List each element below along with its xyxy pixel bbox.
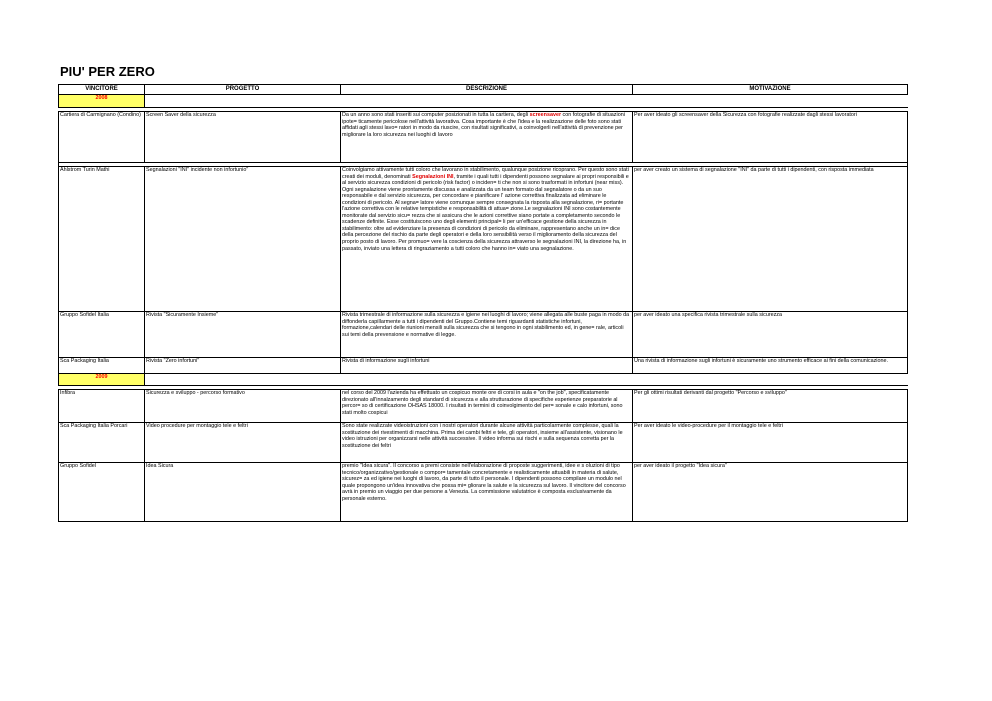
table-row bbox=[59, 312, 908, 358]
motivazione-cell: Per gli ottimi risultati derivanti dal progetto "Percorso e sviluppo" bbox=[633, 390, 908, 423]
progetto-cell: Segnalazioni "INI" incidente non infortunio" bbox=[145, 167, 341, 312]
motivazione-cell: Per aver ideato gli screensaver della Sicurezza con fotografie realizzate dagli stessi lavoratori bbox=[633, 112, 908, 163]
vincitore-cell: Sca Packaging Italia Porcari bbox=[59, 423, 145, 463]
page-title: PIU' PER ZERO bbox=[60, 64, 155, 79]
motivazione-cell: Una rivista di informazione sugli infortuni è sicuramente uno strumento efficace ai fini della comunicazione. bbox=[633, 358, 908, 374]
table-row bbox=[59, 463, 908, 522]
vincitore-cell: Infibra bbox=[59, 390, 145, 423]
progetto-cell: Sicurezza e sviluppo - percorso formativo bbox=[145, 390, 341, 423]
vincitore-cell: Cartiera di Carmignano (Condino) bbox=[59, 112, 145, 163]
motivazione-cell: per aver creato un sistema di segnalazione "INI" da parte di tutti i dipendenti, con risposta immediata bbox=[633, 167, 908, 312]
descrizione-cell: premio "Idea sicura". Il concorso a premi consiste nell'elaborazione di proposte suggerimenti, idee e s oluzioni di tipo tecnico/organizzativo/gestionale o compor= tamentale concretamente e realisticamente attuabili in materia di salute, sicurez= za ed igiene nei luoghi di lavoro, da parte di tutto il personale. I dipendenti possono compilare un modulo nel quale propongono un'idea innovativa che possa mi= gliorare la salute e la sicurezza sul lavoro. Il vincitore del concorso avrà in premio un viaggio per due persone a Venezia. La commissione valutatrice è composta esclusivamente da personale esterno. bbox=[341, 463, 633, 522]
year-row-2009 bbox=[59, 374, 908, 386]
table-row bbox=[59, 112, 908, 163]
descrizione-cell: Rivista di informazione sugli infortuni bbox=[341, 358, 633, 374]
header-row bbox=[59, 85, 908, 95]
vincitore-cell: Gruppo Sofidel Italia bbox=[59, 312, 145, 358]
winners-table bbox=[58, 84, 908, 522]
progetto-cell: Video procedure per montaggio tele e feltri bbox=[145, 423, 341, 463]
motivazione-cell: per aver ideato il progetto "Idea sicura" bbox=[633, 463, 908, 522]
progetto-cell: Screen Saver della sicurezza bbox=[145, 112, 341, 163]
col-header-vincitore: VINCITORE bbox=[59, 85, 145, 95]
table-row bbox=[59, 358, 908, 374]
descrizione-cell: nel corso del 2009 l'azienda ha effettuato un cospicuo monte ore di corsi in aula e "on the job", specificatamente direzionato all'innalzamento degli standard di sicurezza e alla strutturazione di specifiche esperienze preparatorie al percor= so di certificazione OHSAS 18000. I risultati in termini di coinvolgimento del per= sonale e calo infortuni, sono stati molto cospicui bbox=[341, 390, 633, 423]
progetto-cell: Rivista "Zero infortuni" bbox=[145, 358, 341, 374]
col-header-descrizione: DESCRIZIONE bbox=[341, 85, 633, 95]
motivazione-cell: Per aver ideato le video-procedure per il montaggio tele e feltri bbox=[633, 423, 908, 463]
descrizione-cell: Coinvolgiamo attivamente tutti coloro che lavorano in stabilimento, qualunque posizione ricoprano. Per questo sono stati creati dei moduli, denominati Segnalazioni INI, tramite i quali tutti i dipendenti possono segnalare ai propri responsibili e al servizio sicurezza condizioni di pericolo (risk factor) o inciden= ti che non si sono trasformati in infortuni (near miss). Ogni segnalazione viene prontamente discussa e analizzata da un team formato dal segnalatore o da un suo responsabile e dal servizio sicurezza, per concordare e pianificare l' azione correttiva finalizzata ad eliminare le condizioni di pericolo. Al segna= latore viene comunque sempre consegnata la risposta alla segnalazione, ri= portante l'azione correttiva con le relative tempistiche e responsabilità di attua= zione.Le segnalazioni INI sono costantemente monitorate dal servizio sicu= rezza che si assicura che le azioni correttive siano portate a completamento secondo le scadenze definite. Esse costituiscono uno degli elementi principal= li per un'efficace gestione della sicurezza in stabilimento: oltre ad evidenziare la presenza di condizioni di pericolo da eliminare, rappresentano anche un in= dice della percezione del rischio da parte degli operatori e della loro sensibilità verso il miglioramento della sicurezza del proprio posto di lavoro. Per promuo= vere la coscienza della sicurezza attraverso le segnalazioni INI, la direzione ha, in passato, inviato una lettera di ringraziamento a tutti coloro che hanno in= viato una segnalazione. bbox=[341, 167, 633, 312]
highlight-text: Segnalazioni INI bbox=[412, 173, 454, 180]
vincitore-cell: Ahlstrom Turin Mathi bbox=[59, 167, 145, 312]
motivazione-cell: per aver ideato una specifica rivista trimestrale sulla sicurezza bbox=[633, 312, 908, 358]
col-header-motivazione: MOTIVAZIONE bbox=[633, 85, 908, 95]
table-row bbox=[59, 167, 908, 312]
descrizione-cell: Rivista trimestrale di informazione sulla sicurezza e igiene nei luoghi di lavoro; viene allegata alle buste paga in modo da diffonderla capillarmente a tutti i dipendenti del Gruppo.Contiene temi riguardanti statistiche infortuni, formazione,calendari delle riunioni mensili sulla sicurezza che si tengono in ogni stabilimento ed, in gene= rale, articoli sui temi della prevensione e normative di legge. bbox=[341, 312, 633, 358]
col-header-progetto: PROGETTO bbox=[145, 85, 341, 95]
table-row bbox=[59, 390, 908, 423]
year-label: 2008 bbox=[59, 95, 145, 108]
vincitore-cell: Gruppo Sofidel bbox=[59, 463, 145, 522]
highlight-text: screensaver bbox=[529, 112, 562, 118]
descrizione-cell: Sono state realizzate videoistruzioni con i nostri operatori durante alcune attività particolarmente complesse, quali la sostituzione dei rivestimenti di macchina. Prima dei cambi feltri e tele, gli operatori, insieme all'assistente, visionano le video istruzioni per organizzarsi nelle attività successive. Il video informa sui rischi e sulla sequenza corretta per la sostituzione dei feltri bbox=[341, 423, 633, 463]
table-row bbox=[59, 423, 908, 463]
vincitore-cell: Sca Packaging Italia bbox=[59, 358, 145, 374]
progetto-cell: Idea Sicura bbox=[145, 463, 341, 522]
descrizione-cell: Da un anno sono stati inseriti sui computer posizionati in tutta la cartiera, degli screensaver con fotografie di situazioni ipote= ticamente pericolose nell'attività lavorativa. Cosa importante è che l'idea e la realizzazione delle foto sono stati affidati agli stessi lavo= ratori in modo da riuscire, con risultati significativi, a coinvolgerli nell'attività di prevenzione per migliorare la loro sicurezza nei luoghi di lavoro bbox=[341, 112, 633, 163]
progetto-cell: Rivista "Sicuramente Insieme" bbox=[145, 312, 341, 358]
year-label: 2009 bbox=[59, 374, 145, 386]
year-row-2008 bbox=[59, 95, 908, 108]
